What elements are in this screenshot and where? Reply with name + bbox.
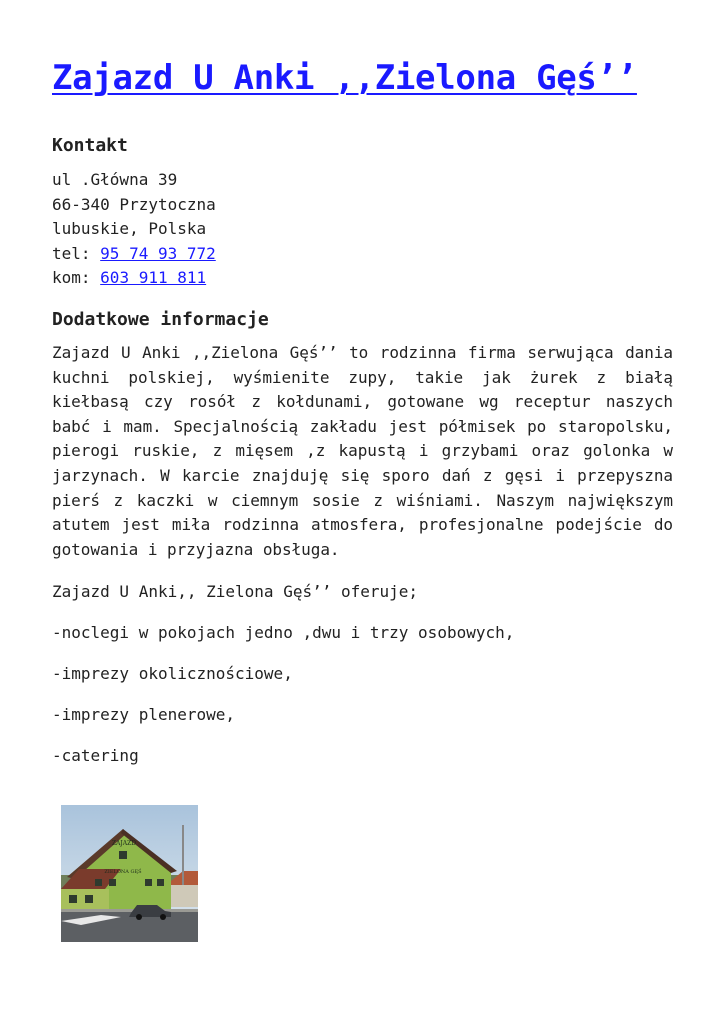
kom-link[interactable]: 603 911 811 <box>100 268 207 288</box>
tel-link[interactable]: 95 74 93 772 <box>100 243 216 263</box>
address-region: lubuskie, Polska <box>52 219 207 239</box>
sign-text-2: ZIELONA GĘŚ <box>104 869 142 875</box>
contact-heading: Kontakt <box>52 135 128 156</box>
inn-photo <box>61 805 198 942</box>
address-street: ul .Główna 39 <box>52 170 178 189</box>
address-city: 66-340 Przytoczna <box>52 194 216 214</box>
kom-label: kom: <box>52 268 101 288</box>
offer-item: -catering <box>52 746 139 765</box>
kom-line <box>52 266 216 291</box>
offer-item: -imprezy okolicznościowe, <box>52 664 293 683</box>
offer-item: -imprezy plenerowe, <box>52 705 236 724</box>
info-paragraph: Zajazd U Anki ,,Zielona Gęś’’ to rodzinna firma serwująca dania kuchni polskiej, wyśmienite zupy, takie jak żurek z białą kiełbasą czy rosół z kołdunami, gotowane wg receptur naszych babć i mam. Specjalnością zakładu jest półmisek po staropolsku, pierogi ruskie, z mięsem ,z kapustą i grzybami oraz golonka w jarzynach. W karcie znajduję się sporo dań z gęsi i przepyszna pierś z kaczki w ciemnym sosie z wiśniami. Naszym największym atutem jest miła rodzinna atmosfera, profesjonalne podejście do gotowania i przyjazna obsługa. <box>52 343 673 559</box>
contact-block <box>52 168 216 291</box>
sign-text-1: ZAJAZD <box>111 840 137 847</box>
info-heading: Dodatkowe informacje <box>52 309 269 330</box>
tel-line <box>52 242 216 267</box>
page-title-link[interactable]: Zajazd U Anki ,,Zielona Gęś’’ <box>52 58 637 98</box>
offer-intro: Zajazd U Anki,, Zielona Gęś’’ oferuje; <box>52 582 419 601</box>
tel-label: tel: <box>52 243 101 263</box>
offer-item: -noclegi w pokojach jedno ,dwu i trzy osobowych, <box>52 623 515 642</box>
